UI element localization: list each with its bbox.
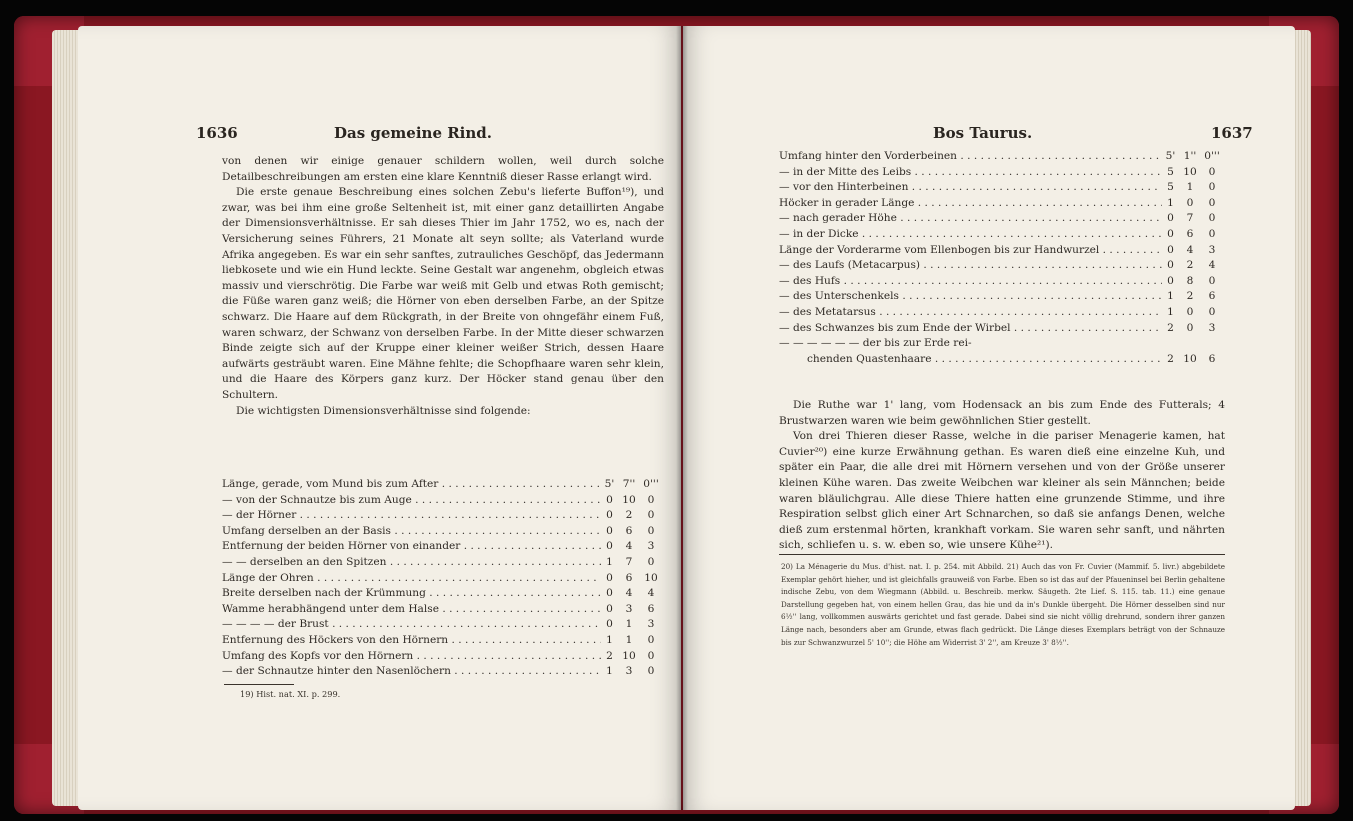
row-label: Höcker in gerader Länge . . .: [779, 196, 1162, 212]
row-label: — des Schwanzes bis zum Ende der Wirbel . . .: [779, 321, 1162, 337]
value-feet: 1: [1167, 305, 1174, 318]
value-lines: 0: [1208, 212, 1216, 225]
value-inches: 1: [625, 618, 633, 631]
value-lines: 0: [1208, 227, 1216, 240]
value-lines: 0: [647, 524, 655, 537]
value-lines: 0: [1208, 165, 1216, 178]
row-label: Umfang des Kopfs vor den Hörnern . . .: [222, 649, 601, 665]
value-feet: 0: [606, 493, 613, 506]
row-label: Entfernung der beiden Hörner von einander . . .: [222, 539, 601, 555]
left-body-text: [222, 154, 664, 419]
row-label: — der Hörner . . .: [222, 508, 601, 524]
left-page-number: 1636: [196, 124, 238, 142]
row-label: Entfernung des Höckers von den Hörnern . . .: [222, 633, 601, 649]
row-label: Länge der Ohren . . .: [222, 571, 601, 587]
value-inches: 8: [1186, 274, 1194, 287]
value-lines: 0: [1208, 196, 1216, 209]
value-lines: 0: [1208, 181, 1216, 194]
footnote-rule: [224, 684, 294, 685]
table-row: [779, 180, 1223, 196]
row-label: — des Laufs (Metacarpus) . . .: [779, 258, 1162, 274]
table-row: [779, 321, 1223, 337]
table-row: [779, 305, 1223, 321]
table-row: [222, 617, 662, 633]
row-label: — des Metatarsus . . .: [779, 305, 1162, 321]
value-feet: 2: [1167, 321, 1174, 334]
table-row: [779, 274, 1223, 290]
value-inches: 6: [625, 571, 633, 584]
table-row: [222, 633, 662, 649]
value-lines: 3: [647, 540, 655, 553]
value-inches: 10: [622, 649, 636, 662]
value-lines: 10: [644, 571, 658, 584]
value-feet: 0: [1167, 243, 1174, 256]
right-measurement-table: [779, 149, 1223, 336]
value-feet: 2: [1167, 352, 1174, 365]
footnote-rule: [779, 554, 1225, 555]
row-label: — — — — — — der bis zur Erde rei-: [779, 337, 972, 349]
right-page: [683, 26, 1295, 810]
left-measurement-table: [222, 477, 662, 680]
value-inches: 10: [1183, 352, 1197, 365]
value-feet: 0: [606, 587, 613, 600]
value-lines: 0''': [643, 478, 659, 490]
value-inches: 10: [1183, 165, 1197, 178]
row-label: — vor den Hinterbeinen . . .: [779, 180, 1162, 196]
row-label: — der Schnautze hinter den Nasenlöchern . . .: [222, 664, 601, 680]
table-row: [222, 539, 662, 555]
row-label: Wamme herabhängend unter dem Halse . . .: [222, 602, 601, 618]
paragraph: Von drei Thieren dieser Rasse, welche in die pariser Menagerie kamen, hat Cuvier²⁰) eine kurze Erwähnung gethan. Es waren dieß eine einzelne Kuh, und später ein Paar, die alle drei mit Hörnern versehen und von der Größe unserer kleinen Kühe waren. Das zweite Weibchen war kleiner als sein Männchen; beide waren bläulichgrau. Alle diese Thiere hatten eine grunzende Stimme, und ihre Respiration selbst glich einer Art Schnarchen, so daß sie anfangs Denen, welche dieß zum erstenmal hörten, krankhaft vorkam. Sie waren sehr sanft, und nährten sich, schliefen u. s. w. eben so, wie unsere Kühe²¹).: [779, 430, 1225, 552]
value-lines: 3: [1208, 321, 1216, 334]
value-inches: 4: [625, 540, 633, 553]
right-page-number: 1637: [1211, 124, 1253, 142]
table-row: [222, 664, 662, 680]
table-row: [222, 586, 662, 602]
value-lines: 0: [647, 633, 655, 646]
table-row: [779, 196, 1223, 212]
value-feet: 0: [1167, 259, 1174, 272]
table-row: [222, 571, 662, 587]
paragraph: Die Ruthe war 1' lang, vom Hodensack an bis zum Ende des Futterals; 4 Brustwarzen waren wie beim gewöhnlichen Stier gestellt.: [779, 399, 1225, 427]
left-running-title: Das gemeine Rind.: [334, 124, 492, 142]
value-inches: 0: [1186, 305, 1194, 318]
value-lines: 0: [1208, 274, 1216, 287]
table-row: [222, 477, 662, 493]
value-inches: 1'': [1183, 150, 1197, 162]
value-feet: 5': [1165, 150, 1176, 162]
value-lines: 0''': [1204, 150, 1220, 162]
value-inches: 4: [1186, 243, 1194, 256]
table-row: [779, 243, 1223, 259]
row-label: — nach gerader Höhe . . .: [779, 211, 1162, 227]
table-row: [779, 289, 1223, 305]
row-label: — des Hufs . . .: [779, 274, 1162, 290]
value-lines: 0: [1208, 305, 1216, 318]
footnote-text: 19) Hist. nat. XI. p. 299.: [240, 689, 341, 699]
row-label: Breite derselben nach der Krümmung . . .: [222, 586, 601, 602]
row-label: — des Unterschenkels . . .: [779, 289, 1162, 305]
table-row: [222, 649, 662, 665]
value-lines: 0: [647, 509, 655, 522]
value-lines: 4: [1208, 259, 1216, 272]
value-inches: 0: [1186, 321, 1194, 334]
table-row: [222, 508, 662, 524]
table-row: [779, 352, 1223, 368]
value-lines: 0: [647, 493, 655, 506]
value-inches: 7: [625, 555, 633, 568]
value-feet: 5: [1167, 181, 1174, 194]
left-footnote: [240, 688, 660, 701]
value-lines: 0: [647, 665, 655, 678]
value-feet: 5': [604, 478, 615, 490]
row-label: — in der Mitte des Leibs . . .: [779, 165, 1162, 181]
book-gutter: [676, 26, 688, 810]
value-inches: 6: [625, 524, 633, 537]
table-row: [779, 227, 1223, 243]
value-inches: 1: [1186, 181, 1194, 194]
table-row: [779, 258, 1223, 274]
value-feet: 2: [606, 649, 613, 662]
value-inches: 7'': [622, 478, 636, 490]
table-row: [222, 602, 662, 618]
row-label: Umfang derselben an der Basis . . .: [222, 524, 601, 540]
table-row: [779, 336, 1223, 352]
row-label: Umfang hinter den Vorderbeinen . . .: [779, 149, 1162, 165]
value-feet: 0: [606, 571, 613, 584]
value-lines: 0: [647, 649, 655, 662]
table-row: [222, 524, 662, 540]
value-inches: 6: [1186, 227, 1194, 240]
table-row: [222, 493, 662, 509]
value-feet: 0: [1167, 274, 1174, 287]
value-inches: 1: [625, 633, 633, 646]
value-inches: 3: [625, 602, 633, 615]
value-feet: 0: [606, 509, 613, 522]
value-feet: 0: [1167, 227, 1174, 240]
value-feet: 1: [606, 665, 613, 678]
value-feet: 0: [606, 602, 613, 615]
page-edges-right: [1293, 30, 1311, 806]
value-inches: 7: [1186, 212, 1194, 225]
value-feet: 0: [606, 540, 613, 553]
value-inches: 2: [1186, 290, 1194, 303]
table-row: [779, 211, 1223, 227]
paragraph: Die wichtigsten Dimensionsverhältnisse sind folgende:: [236, 404, 531, 417]
table-row: [222, 555, 662, 571]
value-inches: 4: [625, 587, 633, 600]
row-label: Länge der Vorderarme vom Ellenbogen bis zur Handwurzel . . .: [779, 243, 1162, 259]
value-inches: 0: [1186, 196, 1194, 209]
right-footnote: [781, 561, 1225, 649]
page-edges-left: [52, 30, 80, 806]
value-feet: 5: [1167, 165, 1174, 178]
row-label: — — derselben an den Spitzen . . .: [222, 555, 601, 571]
row-label: — in der Dicke . . .: [779, 227, 1162, 243]
value-feet: 1: [1167, 290, 1174, 303]
right-running-title: Bos Taurus.: [933, 124, 1033, 142]
table-row: [779, 165, 1223, 181]
row-label: chenden Quastenhaare . . .: [779, 352, 1162, 368]
right-measurement-last: [779, 336, 1223, 367]
value-lines: 3: [1208, 243, 1216, 256]
value-feet: 0: [606, 618, 613, 631]
row-label: — — — — der Brust . . .: [222, 617, 601, 633]
value-lines: 6: [1208, 290, 1216, 303]
value-inches: 2: [625, 509, 633, 522]
table-row: [779, 149, 1223, 165]
left-page: [78, 26, 681, 810]
value-lines: 0: [647, 555, 655, 568]
paragraph: Die erste genaue Beschreibung eines solchen Zebu's lieferte Buffon¹⁹), und zwar, was bei ihm eine große Seltenheit ist, mit einer ganz detaillirten Angabe der Dimensionsverhältnisse. Er sah dieses Thier im Jahr 1752, wo es, nach der Versicherung seines Führers, 21 Monate alt seyn sollte; als Vaterland wurde Afrika angegeben. Es war ein sehr sanftes, zutrauliches Geschöpf, das Jedermann liebkosete und wie ein Hund leckte. Seine Gestalt war angenehm, obgleich etwas massiv und vierschrötig. Die Farbe war weiß mit Gelb und etwas Roth gemischt; die Füße waren ganz weiß; die Hörner von eben derselben Farbe, an der Spitze schwarz. Die Haare auf dem Rückgrath, in der Breite von ohngefähr einem Fuß, waren schwarz, der Schwanz von derselben Farbe. In der Mitte dieser schwarzen Binde zeigte sich auf der Kruppe einer kleiner weißer Strich, dessen Haare aufwärts gesträubt waren. Eine Mähne fehlte; die Schopfhaare waren sehr klein, und die Haare des Körpers ganz kurz. Der Höcker stand genau über den Schultern.: [222, 186, 664, 401]
value-lines: 4: [647, 587, 655, 600]
row-label: — von der Schnautze bis zum Auge . . .: [222, 493, 601, 509]
value-lines: 6: [647, 602, 655, 615]
value-inches: 2: [1186, 259, 1194, 272]
value-lines: 6: [1208, 352, 1216, 365]
value-feet: 0: [606, 524, 613, 537]
value-inches: 3: [625, 665, 633, 678]
paragraph: von denen wir einige genauer schildern wollen, weil durch solche Detailbeschreibungen am ersten eine klare Kenntniß dieser Rasse erlangt wird.: [222, 155, 664, 183]
value-feet: 0: [1167, 212, 1174, 225]
value-lines: 3: [647, 618, 655, 631]
value-feet: 1: [1167, 196, 1174, 209]
value-feet: 1: [606, 555, 613, 568]
value-inches: 10: [622, 493, 636, 506]
value-feet: 1: [606, 633, 613, 646]
row-label: Länge, gerade, vom Mund bis zum After . . .: [222, 477, 601, 493]
footnote-text: 20) La Ménagerie du Mus. d'hist. nat. I. p. 254. mit Abbild. 21) Auch das von Fr. Cuvier (Mammif. 5. livr.) abgebildete Exemplar gehört hieher, und ist gleichfalls grauweiß von Farbe. Eben so ist das auf der Pfaueninsel bei Berlin gehaltene indische Zebu, von dem Wiegmann (Abbild. u. Beschreib. merkw. Säugeth. 2te Lief. S. 115. tab. 11.) eine genaue Darstellung gegeben hat, von einem hellen Grau, das hie und da in's Dunkle übergeht. Die Hörner desselben sind nur 6½'' lang, vollkommen auswärts gerichtet und fast gerade. Dabei sind sie nicht völlig drehrund, sondern ihrer ganzen Länge nach, besonders aber am Grunde, etwas flach gedrückt. Die Länge dieses Exemplars beträgt von der Schnauze bis zur Schwanzwurzel 5' 10''; die Höhe am Widerrist 3' 2'', am Kreuze 3' 8½''.: [781, 562, 1225, 647]
right-body-text: [779, 398, 1225, 554]
